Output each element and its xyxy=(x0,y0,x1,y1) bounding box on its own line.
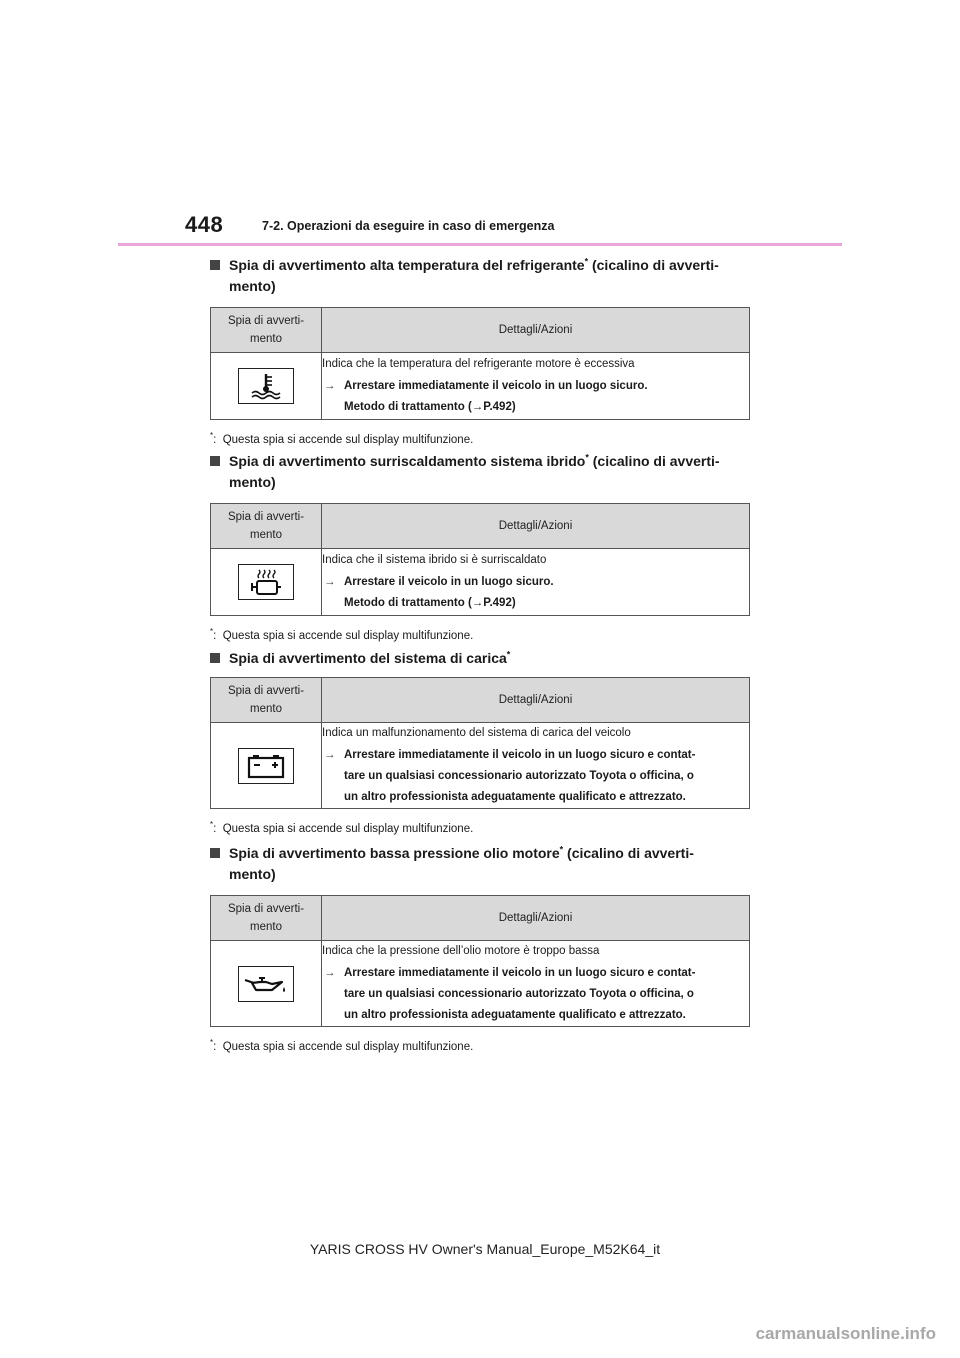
details-cell xyxy=(322,549,750,616)
details-column-header: Dettagli/Azioni xyxy=(322,308,750,353)
action-text: tare un qualsiasi concessionario autorizzato Toyota o officina, o xyxy=(344,988,694,1000)
manual-footer-text: YARIS CROSS HV Owner's Manual_Europe_M52K64_it xyxy=(309,1241,661,1257)
action-text: Arrestare immediatamente il veicolo in un luogo sicuro e contat- xyxy=(344,749,696,761)
square-bullet-icon xyxy=(210,653,220,663)
lamp-cell xyxy=(211,723,322,809)
section-title-suffix: (cicalino di avverti- xyxy=(588,453,720,469)
lamp-column-header xyxy=(211,678,322,723)
lamp-header-label: Spia di avverti- mento xyxy=(227,685,305,715)
description: Indica che la temperatura del refrigerante motore è eccessiva xyxy=(322,358,635,370)
section-heading xyxy=(210,255,750,297)
action-line xyxy=(322,787,749,808)
action-text: Metodo di trattamento (→P.492) xyxy=(344,597,516,609)
footnote-marker: * xyxy=(210,820,214,829)
action-line xyxy=(322,376,749,397)
action-text: tare un qualsiasi concessionario autorizzato Toyota o officina, o xyxy=(344,770,694,782)
arrow-icon: → xyxy=(324,749,336,761)
action-text: un altro professionista adeguatamente qualificato e attrezzato. xyxy=(344,791,686,803)
warning-table xyxy=(210,307,750,420)
lamp-header-label: Spia di avverti- mento xyxy=(227,315,305,345)
oil-pressure-icon xyxy=(238,966,294,1002)
footnote xyxy=(210,1033,750,1057)
watermark: carmanualsonline.info xyxy=(755,1324,936,1343)
details-cell xyxy=(322,353,750,420)
battery-icon xyxy=(238,748,294,784)
arrow-icon: → xyxy=(324,576,336,588)
footnote-text: Questa spia si accende sul display multifunzione. xyxy=(222,822,474,835)
arrow-icon: → xyxy=(324,967,336,979)
footnote-colon: : xyxy=(213,1040,217,1053)
action-text: Arrestare immediatamente il veicolo in un luogo sicuro. xyxy=(344,380,648,392)
square-bullet-icon xyxy=(210,848,220,858)
footnote xyxy=(210,622,750,646)
action-text: Metodo di trattamento (→P.492) xyxy=(344,401,516,413)
details-cell xyxy=(322,941,750,1027)
section-title-line2: mento) xyxy=(229,474,276,490)
section-charging-system xyxy=(210,648,750,839)
section-title: Spia di avvertimento alta temperatura del refrigerante xyxy=(229,257,585,273)
action-line xyxy=(322,766,749,787)
lamp-column-header xyxy=(211,896,322,941)
lamp-cell xyxy=(211,549,322,616)
footnote-marker: * xyxy=(585,452,589,463)
lamp-column-header xyxy=(211,504,322,549)
square-bullet-icon xyxy=(210,456,220,466)
footnote-text: Questa spia si accende sul display multifunzione. xyxy=(222,433,474,446)
section-title: Spia di avvertimento surriscaldamento sistema ibrido xyxy=(229,453,586,469)
footnote-marker: * xyxy=(210,431,214,440)
footnote-marker: * xyxy=(210,1038,214,1047)
action-line xyxy=(322,963,749,984)
header-divider xyxy=(118,243,842,246)
section-heading xyxy=(210,648,750,669)
arrow-icon: → xyxy=(324,380,336,392)
action-text: Arrestare immediatamente il veicolo in un luogo sicuro e contat- xyxy=(344,967,696,979)
action-text: un altro professionista adeguatamente qualificato e attrezzato. xyxy=(344,1009,686,1021)
chapter-title: 7-2. Operazioni da eseguire in caso di emergenza xyxy=(262,219,555,233)
section-heading xyxy=(210,843,750,885)
warning-table xyxy=(210,503,750,616)
details-column-header: Dettagli/Azioni xyxy=(322,504,750,549)
action-line xyxy=(322,1005,749,1026)
section-title-suffix: (cicalino di avverti- xyxy=(563,845,694,861)
footnote-text: Questa spia si accende sul display multifunzione. xyxy=(222,1040,474,1053)
footnote-colon: : xyxy=(213,822,217,835)
warning-table xyxy=(210,895,750,1027)
section-title: Spia di avvertimento bassa pressione olio motore xyxy=(229,845,560,861)
action-line xyxy=(322,593,749,614)
footnote-marker: * xyxy=(559,844,564,855)
footnote-marker: * xyxy=(506,649,511,660)
footnote-marker: * xyxy=(210,627,214,636)
lamp-header-label: Spia di avverti- mento xyxy=(227,903,305,933)
description: Indica che la pressione dell’olio motore è troppo bassa xyxy=(322,945,600,957)
section-oil-pressure xyxy=(210,843,750,1057)
footnote xyxy=(210,426,750,450)
action-line xyxy=(322,397,749,418)
lamp-cell xyxy=(211,941,322,1027)
action-line xyxy=(322,984,749,1005)
action-text: Arrestare il veicolo in un luogo sicuro. xyxy=(344,576,554,588)
page-number: 448 xyxy=(185,212,224,237)
manual-footer xyxy=(0,1241,960,1257)
section-title-line2: mento) xyxy=(229,278,276,294)
lamp-header-label: Spia di avverti- mento xyxy=(227,511,305,541)
section-title: Spia di avvertimento del sistema di carica xyxy=(229,650,507,666)
section-coolant-temperature xyxy=(210,255,750,450)
details-column-header: Dettagli/Azioni xyxy=(322,678,750,723)
hybrid-overheat-icon xyxy=(238,564,294,600)
footnote-text: Questa spia si accende sul display multifunzione. xyxy=(222,629,474,642)
footnote xyxy=(210,815,750,839)
action-line xyxy=(322,572,749,593)
coolant-temperature-icon xyxy=(238,368,294,404)
lamp-cell xyxy=(211,353,322,420)
footnote-colon: : xyxy=(213,629,217,642)
details-cell xyxy=(322,723,750,809)
warning-table xyxy=(210,677,750,809)
square-bullet-icon xyxy=(210,260,220,270)
section-title-suffix: (cicalino di avverti- xyxy=(588,257,719,273)
description: Indica un malfunzionamento del sistema di carica del veicolo xyxy=(322,727,631,739)
action-line xyxy=(322,745,749,766)
footnote-marker: * xyxy=(584,256,589,267)
lamp-column-header xyxy=(211,308,322,353)
footnote-colon: : xyxy=(213,433,217,446)
section-title-line2: mento) xyxy=(229,866,276,882)
section-heading xyxy=(210,451,750,493)
description: Indica che il sistema ibrido si è surriscaldato xyxy=(322,554,547,566)
details-column-header: Dettagli/Azioni xyxy=(322,896,750,941)
section-hybrid-overheat xyxy=(210,451,750,646)
